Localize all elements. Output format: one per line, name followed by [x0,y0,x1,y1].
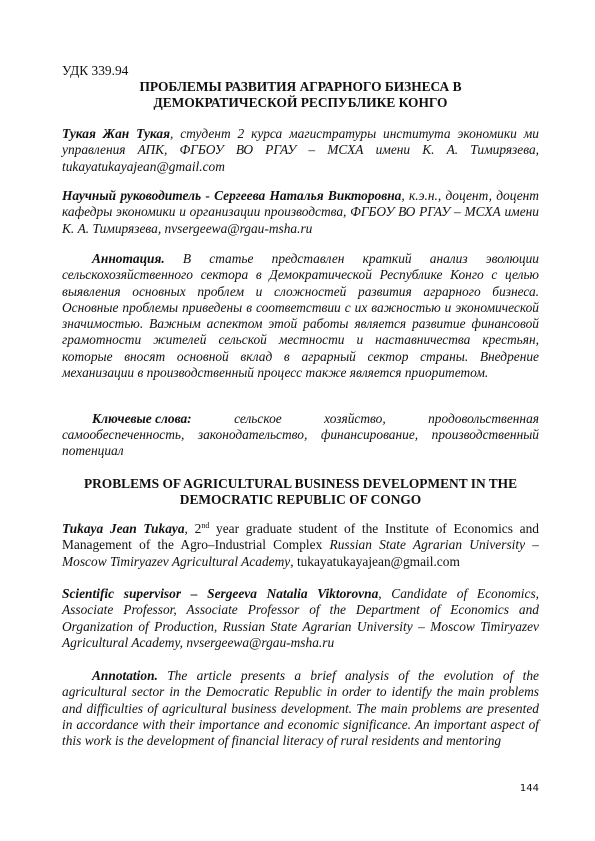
en-author-email: , tukayatukayajean@gmail.com [290,553,460,569]
ru-keywords-first-line [62,411,539,427]
en-author-info-a: , 2 [184,521,202,536]
ru-supervisor-info: , к.э.н., доцент, доцент кафедры экономики и организации производства, ФГБОУ ВО РГАУ – МСХА имени К. А. Тимирязева, nvsergeewa@rgau-msha.ru [62,188,539,236]
ru-title-line-1: ПРОБЛЕМЫ РАЗВИТИЯ АГРАРНОГО БИЗНЕСА В [139,79,462,94]
page-number: 144 [519,783,539,794]
ru-keywords-rest: самообеспеченность, законодательство, финансирование, производственный потенциал [62,427,539,459]
en-author-block [62,521,539,570]
en-title-line-1: PROBLEMS OF AGRICULTURAL BUSINESS DEVELOPMENT IN THE [83,476,518,491]
ru-title-line-2: ДЕМОКРАТИЧЕСКОЙ РЕСПУБЛИКЕ КОНГО [153,95,448,111]
ru-keyword-3: продовольственная [428,411,539,426]
en-supervisor-name: Scientific supervisor – Sergeeva Natalia Viktorovna [62,586,379,601]
en-author-info-b: year graduate student of the Institute of Economics and Management of the Agro–Industrial Complex [62,521,539,553]
ru-supervisor-block [62,188,539,237]
ru-annotation [62,251,539,381]
ru-supervisor-name: Научный руководитель - Сергеева Наталья Викторовна [62,188,402,203]
ru-keyword-2: хозяйство, [324,411,386,426]
en-annotation-label: Annotation. [92,668,158,683]
ru-author-block [62,126,539,175]
en-author-university: Russian State Agrarian University – Moscow Timiryazev Agricultural Academy [62,537,539,569]
en-title-line-2: DEMOCRATIC REPUBLIC OF CONGO [179,492,422,508]
ru-annotation-text: В статье представлен краткий анализ эволюции сельскохозяйственного сектора в Демократической Республике Конго с целью выявления основных проблем и сложностей развития аграрного бизнеса. Основные проблемы приведены в соответствии с их важностью и экономической значимостью. Важным аспектом этой работы является развитие финансовой грамотности жителей сельской местности и наставничества крестьян, которые вносят основной вклад в аграрный сектор страны. Внедрение механизации в производственный процесс также является приоритетом. [62,251,539,381]
ru-annotation-label: Аннотация. [92,251,165,266]
ru-keywords-label: Ключевые слова: [92,411,192,426]
en-annotation-text: The article presents a brief analysis of the evolution of the agricultural sector in the Democratic Republic in order to identify the main problems and difficulties of agricultural business development. The main problems are presented in accordance with their importance and economic significance. An important aspect of this work is the development of financial literacy of rural residents and mentoring [62,668,539,749]
ru-author-name: Тукая Жан Тукая [62,126,170,141]
ru-author-info: , студент 2 курса магистратуры института экономики ми управления АПК, ФГБОУ ВО РГАУ – МСХА имени К. А. Тимирязева, tukayatukayajean@gmail.com [62,126,539,174]
ru-title [62,79,539,112]
en-title [62,476,539,509]
en-annotation [62,668,539,749]
en-supervisor-block [62,586,539,651]
en-author-name: Tukaya Jean Tukaya [62,521,185,536]
en-supervisor-info: , Candidate of Economics, Associate Professor, Associate Professor of the Department of Economics and Organization of Production, Russian State Agrarian University – Moscow Timiryazev Agricultural Academy, nvsergeewa@rgau-msha.ru [62,586,539,650]
ru-keyword-1: сельское [234,411,282,426]
udk-code: УДК 339.94 [62,63,129,78]
en-author-superscript: nd [201,521,210,530]
